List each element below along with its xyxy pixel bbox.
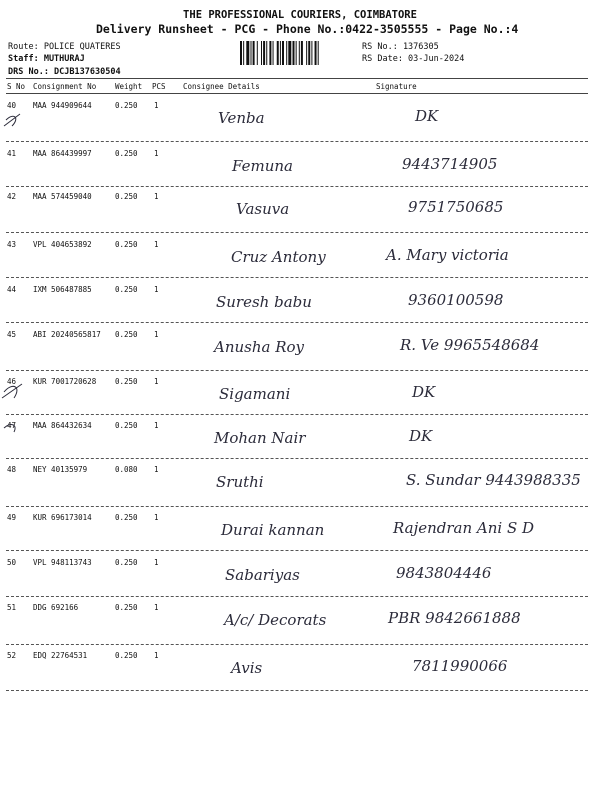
- signature-handwriting: DK: [409, 427, 433, 445]
- row-separator: [6, 141, 588, 142]
- barcode-bar: [266, 41, 267, 65]
- margin-tick-mark: [2, 384, 22, 398]
- cell-sno: 44: [7, 285, 17, 294]
- row-separator: [6, 690, 588, 691]
- cell-sno: 48: [7, 465, 17, 474]
- cell-pcs: 1: [154, 513, 159, 522]
- barcode-bar: [253, 41, 255, 65]
- row-separator: [6, 458, 588, 459]
- row-separator: [6, 370, 588, 371]
- cell-consignment: VPL 948113743: [33, 558, 92, 567]
- row-separator: [6, 232, 588, 233]
- barcode-bar: [301, 41, 303, 65]
- signature-handwriting: DK: [412, 383, 436, 401]
- consignee-handwriting: Durai kannan: [221, 521, 325, 539]
- row-separator: [6, 322, 588, 323]
- consignee-handwriting: Venba: [218, 109, 265, 127]
- cell-pcs: 1: [154, 285, 159, 294]
- barcode-bar: [263, 41, 265, 65]
- rs-number: RS No.: 1376305: [362, 42, 439, 52]
- consignee-handwriting: Vasuva: [236, 200, 290, 218]
- barcode-bar: [311, 41, 312, 65]
- cell-pcs: 1: [154, 558, 159, 567]
- signature-handwriting: 9751750685: [408, 198, 504, 216]
- row-separator: [6, 186, 588, 187]
- cell-weight: 0.250: [115, 651, 138, 660]
- barcode-bar: [286, 41, 287, 65]
- cell-consignment: KUR 7001720628: [33, 377, 97, 386]
- cell-weight: 0.250: [115, 285, 138, 294]
- cell-consignment: KUR 696173014: [33, 513, 92, 522]
- barcode-bar: [277, 41, 279, 65]
- cell-pcs: 1: [154, 651, 159, 660]
- cell-sno: 41: [7, 149, 17, 158]
- rs-date: RS Date: 03-Jun-2024: [362, 54, 465, 64]
- cell-consignment: MAA 864432634: [33, 421, 92, 430]
- cell-pcs: 1: [154, 603, 159, 612]
- signature-handwriting: PBR 9842661888: [388, 609, 521, 627]
- barcode-bar: [251, 41, 252, 65]
- signature-handwriting: R. Ve 9965548684: [400, 336, 540, 354]
- signature-handwriting: S. Sundar 9443988335: [406, 471, 581, 489]
- header-bottom-rule: [6, 93, 588, 94]
- cell-sno: 43: [7, 240, 17, 249]
- cell-sno: 50: [7, 558, 17, 567]
- signature-handwriting: 9443714905: [402, 155, 498, 173]
- row-separator: [6, 277, 588, 278]
- cell-consignment: MAA 864439997: [33, 149, 92, 158]
- consignee-handwriting: Sruthi: [216, 473, 264, 491]
- cell-sno: 51: [7, 603, 17, 612]
- barcode-bar: [269, 41, 271, 65]
- signature-handwriting: 9360100598: [408, 291, 504, 309]
- cell-consignment: IXM 506487885: [33, 285, 92, 294]
- barcode-bar: [288, 41, 291, 65]
- cell-consignment: EDQ 22764531: [33, 651, 88, 660]
- header-top-rule: [6, 78, 588, 79]
- cell-weight: 0.250: [115, 513, 138, 522]
- col-header-weight: Weight: [115, 82, 143, 91]
- cell-weight: 0.250: [115, 330, 138, 339]
- col-header-signature: Signature: [376, 82, 417, 91]
- barcode-bar: [315, 41, 317, 65]
- signature-handwriting: DK: [415, 107, 439, 125]
- row-separator: [6, 596, 588, 597]
- barcode-image: [240, 41, 355, 65]
- barcode-bar: [240, 41, 242, 65]
- cell-sno: 47: [7, 421, 17, 430]
- cell-consignment: ABI 20240565817: [33, 330, 101, 339]
- consignee-handwriting: Sigamani: [219, 385, 291, 403]
- barcode-bar: [299, 41, 300, 65]
- barcode-bar: [296, 41, 297, 65]
- cell-pcs: 1: [154, 377, 159, 386]
- barcode-bar: [246, 41, 249, 65]
- cell-sno: 40: [7, 101, 17, 110]
- col-header-sno: S No: [7, 82, 26, 91]
- col-header-consignment: Consignment No: [33, 82, 97, 91]
- barcode-bar: [282, 41, 284, 65]
- cell-weight: 0.250: [115, 240, 138, 249]
- signature-handwriting: Rajendran Ani S D: [393, 519, 535, 537]
- cell-pcs: 1: [154, 149, 159, 158]
- staff-label: Staff: MUTHURAJ: [8, 54, 85, 64]
- barcode-bar: [273, 41, 274, 65]
- company-title: THE PROFESSIONAL COURIERS, COIMBATORE: [183, 9, 417, 21]
- cell-pcs: 1: [154, 465, 159, 474]
- barcode-bar: [306, 41, 307, 65]
- cell-pcs: 1: [154, 421, 159, 430]
- cell-weight: 0.250: [115, 377, 138, 386]
- barcode-bar: [261, 41, 262, 65]
- cell-consignment: MAA 574459040: [33, 192, 92, 201]
- signature-handwriting: 7811990066: [412, 657, 508, 675]
- cell-consignment: NEY 40135979: [33, 465, 88, 474]
- margin-tick-mark: [4, 114, 20, 126]
- row-separator: [6, 506, 588, 507]
- cell-sno: 46: [7, 377, 17, 386]
- cell-weight: 0.250: [115, 101, 138, 110]
- cell-weight: 0.250: [115, 192, 138, 201]
- cell-weight: 0.250: [115, 421, 138, 430]
- row-separator: [6, 644, 588, 645]
- cell-sno: 42: [7, 192, 17, 201]
- cell-sno: 52: [7, 651, 17, 660]
- cell-sno: 45: [7, 330, 17, 339]
- cell-consignment: DDG 692166: [33, 603, 79, 612]
- consignee-handwriting: Sabariyas: [225, 566, 300, 584]
- barcode-bar: [257, 41, 258, 65]
- col-header-pcs: PCS: [152, 82, 166, 91]
- cell-weight: 0.250: [115, 558, 138, 567]
- cell-consignment: MAA 944909644: [33, 101, 92, 110]
- cell-pcs: 1: [154, 330, 159, 339]
- consignee-handwriting: Avis: [231, 659, 263, 677]
- barcode-bar: [293, 41, 295, 65]
- col-header-consignee: Consignee Details: [183, 82, 260, 91]
- barcode-bar: [280, 41, 281, 65]
- cell-pcs: 1: [154, 240, 159, 249]
- cell-pcs: 1: [154, 101, 159, 110]
- consignee-handwriting: Anusha Roy: [214, 338, 305, 356]
- route-label: Route: POLICE QUATERES: [8, 42, 121, 52]
- cell-weight: 0.250: [115, 149, 138, 158]
- row-separator: [6, 414, 588, 415]
- consignee-handwriting: Suresh babu: [216, 293, 312, 311]
- cell-weight: 0.250: [115, 603, 138, 612]
- barcode-bar: [318, 41, 319, 65]
- consignee-handwriting: A/c/ Decorats: [224, 611, 327, 629]
- signature-handwriting: 9843804446: [396, 564, 492, 582]
- runsheet-title: Delivery Runsheet - PCG - Phone No.:0422-3505555 - Page No.:4: [96, 22, 519, 36]
- cell-weight: 0.080: [115, 465, 138, 474]
- signature-handwriting: A. Mary victoria: [386, 246, 509, 264]
- barcode-bar: [243, 41, 244, 65]
- drs-number: DRS No.: DCJB137630504: [8, 67, 121, 77]
- consignee-handwriting: Cruz Antony: [231, 248, 326, 266]
- barcode-bar: [308, 41, 310, 65]
- cell-consignment: VPL 404653892: [33, 240, 92, 249]
- cell-pcs: 1: [154, 192, 159, 201]
- row-separator: [6, 550, 588, 551]
- cell-sno: 49: [7, 513, 17, 522]
- consignee-handwriting: Femuna: [232, 157, 293, 175]
- consignee-handwriting: Mohan Nair: [214, 429, 306, 447]
